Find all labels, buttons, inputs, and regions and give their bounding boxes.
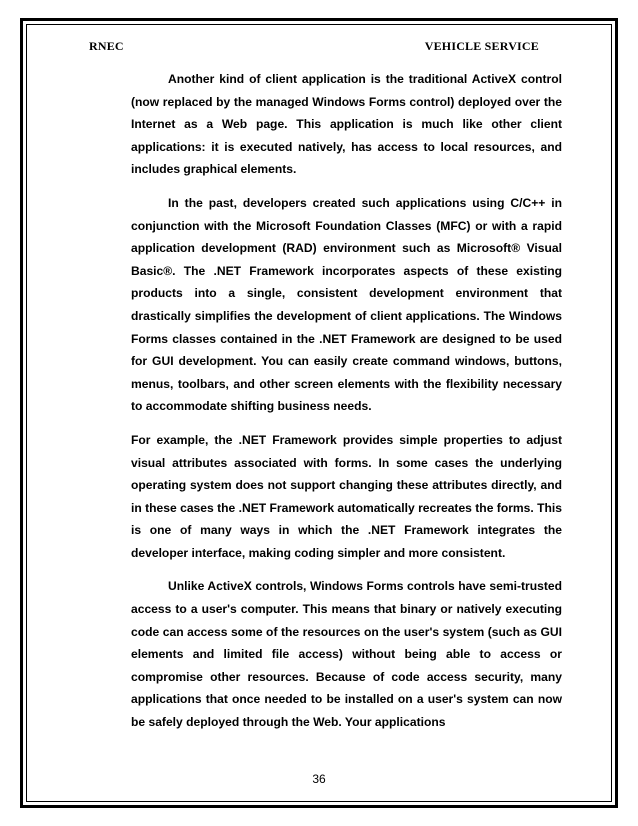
header-project-title: VEHICLE SERVICE	[424, 39, 539, 53]
page-number: 36	[312, 772, 326, 786]
header-institution: RNEC	[89, 39, 124, 53]
body-text	[131, 68, 562, 734]
paragraph-activex-client: Another kind of client application is the traditional ActiveX control (now replaced by the managed Windows Forms control) deployed over the Internet as a Web page. This application is much like other client applications: it is executed natively, has access to local resources, and includes graphical elements.	[131, 72, 562, 177]
paragraph-mfc-history: In the past, developers created such applications using C/C++ in conjunction with the Microsoft Foundation Classes (MFC) or with a rapid application development (RAD) environment such as Microsoft® Visual Basic®. The .NET Framework incorporates aspects of these existing products into a single, consistent development environment that drastically simplifies the development of client applications. The Windows Forms classes contained in the .NET Framework are designed to be used for GUI development. You can easily create command windows, buttons, menus, toolbars, and other screen elements with the flexibility necessary to accommodate shifting business needs.	[131, 195, 562, 414]
paragraph-semi-trusted-access: Unlike ActiveX controls, Windows Forms controls have semi-trusted access to a user's computer. This means that binary or natively executing code can access some of the resources on the user's system (such as GUI elements and limited file access) without being able to access or compromise other resources. Because of code access security, many applications that once needed to be installed on a user's system can now be safely deployed through the Web. Your applications	[131, 579, 562, 730]
paragraph-framework-example: For example, the .NET Framework provides simple properties to adjust visual attributes associated with forms. In some cases the underlying operating system does not support changing these attributes directly, and in these cases the .NET Framework automatically recreates the forms. This is one of many ways in which the .NET Framework integrates the developer interface, making coding simpler and more consistent.	[131, 432, 562, 560]
